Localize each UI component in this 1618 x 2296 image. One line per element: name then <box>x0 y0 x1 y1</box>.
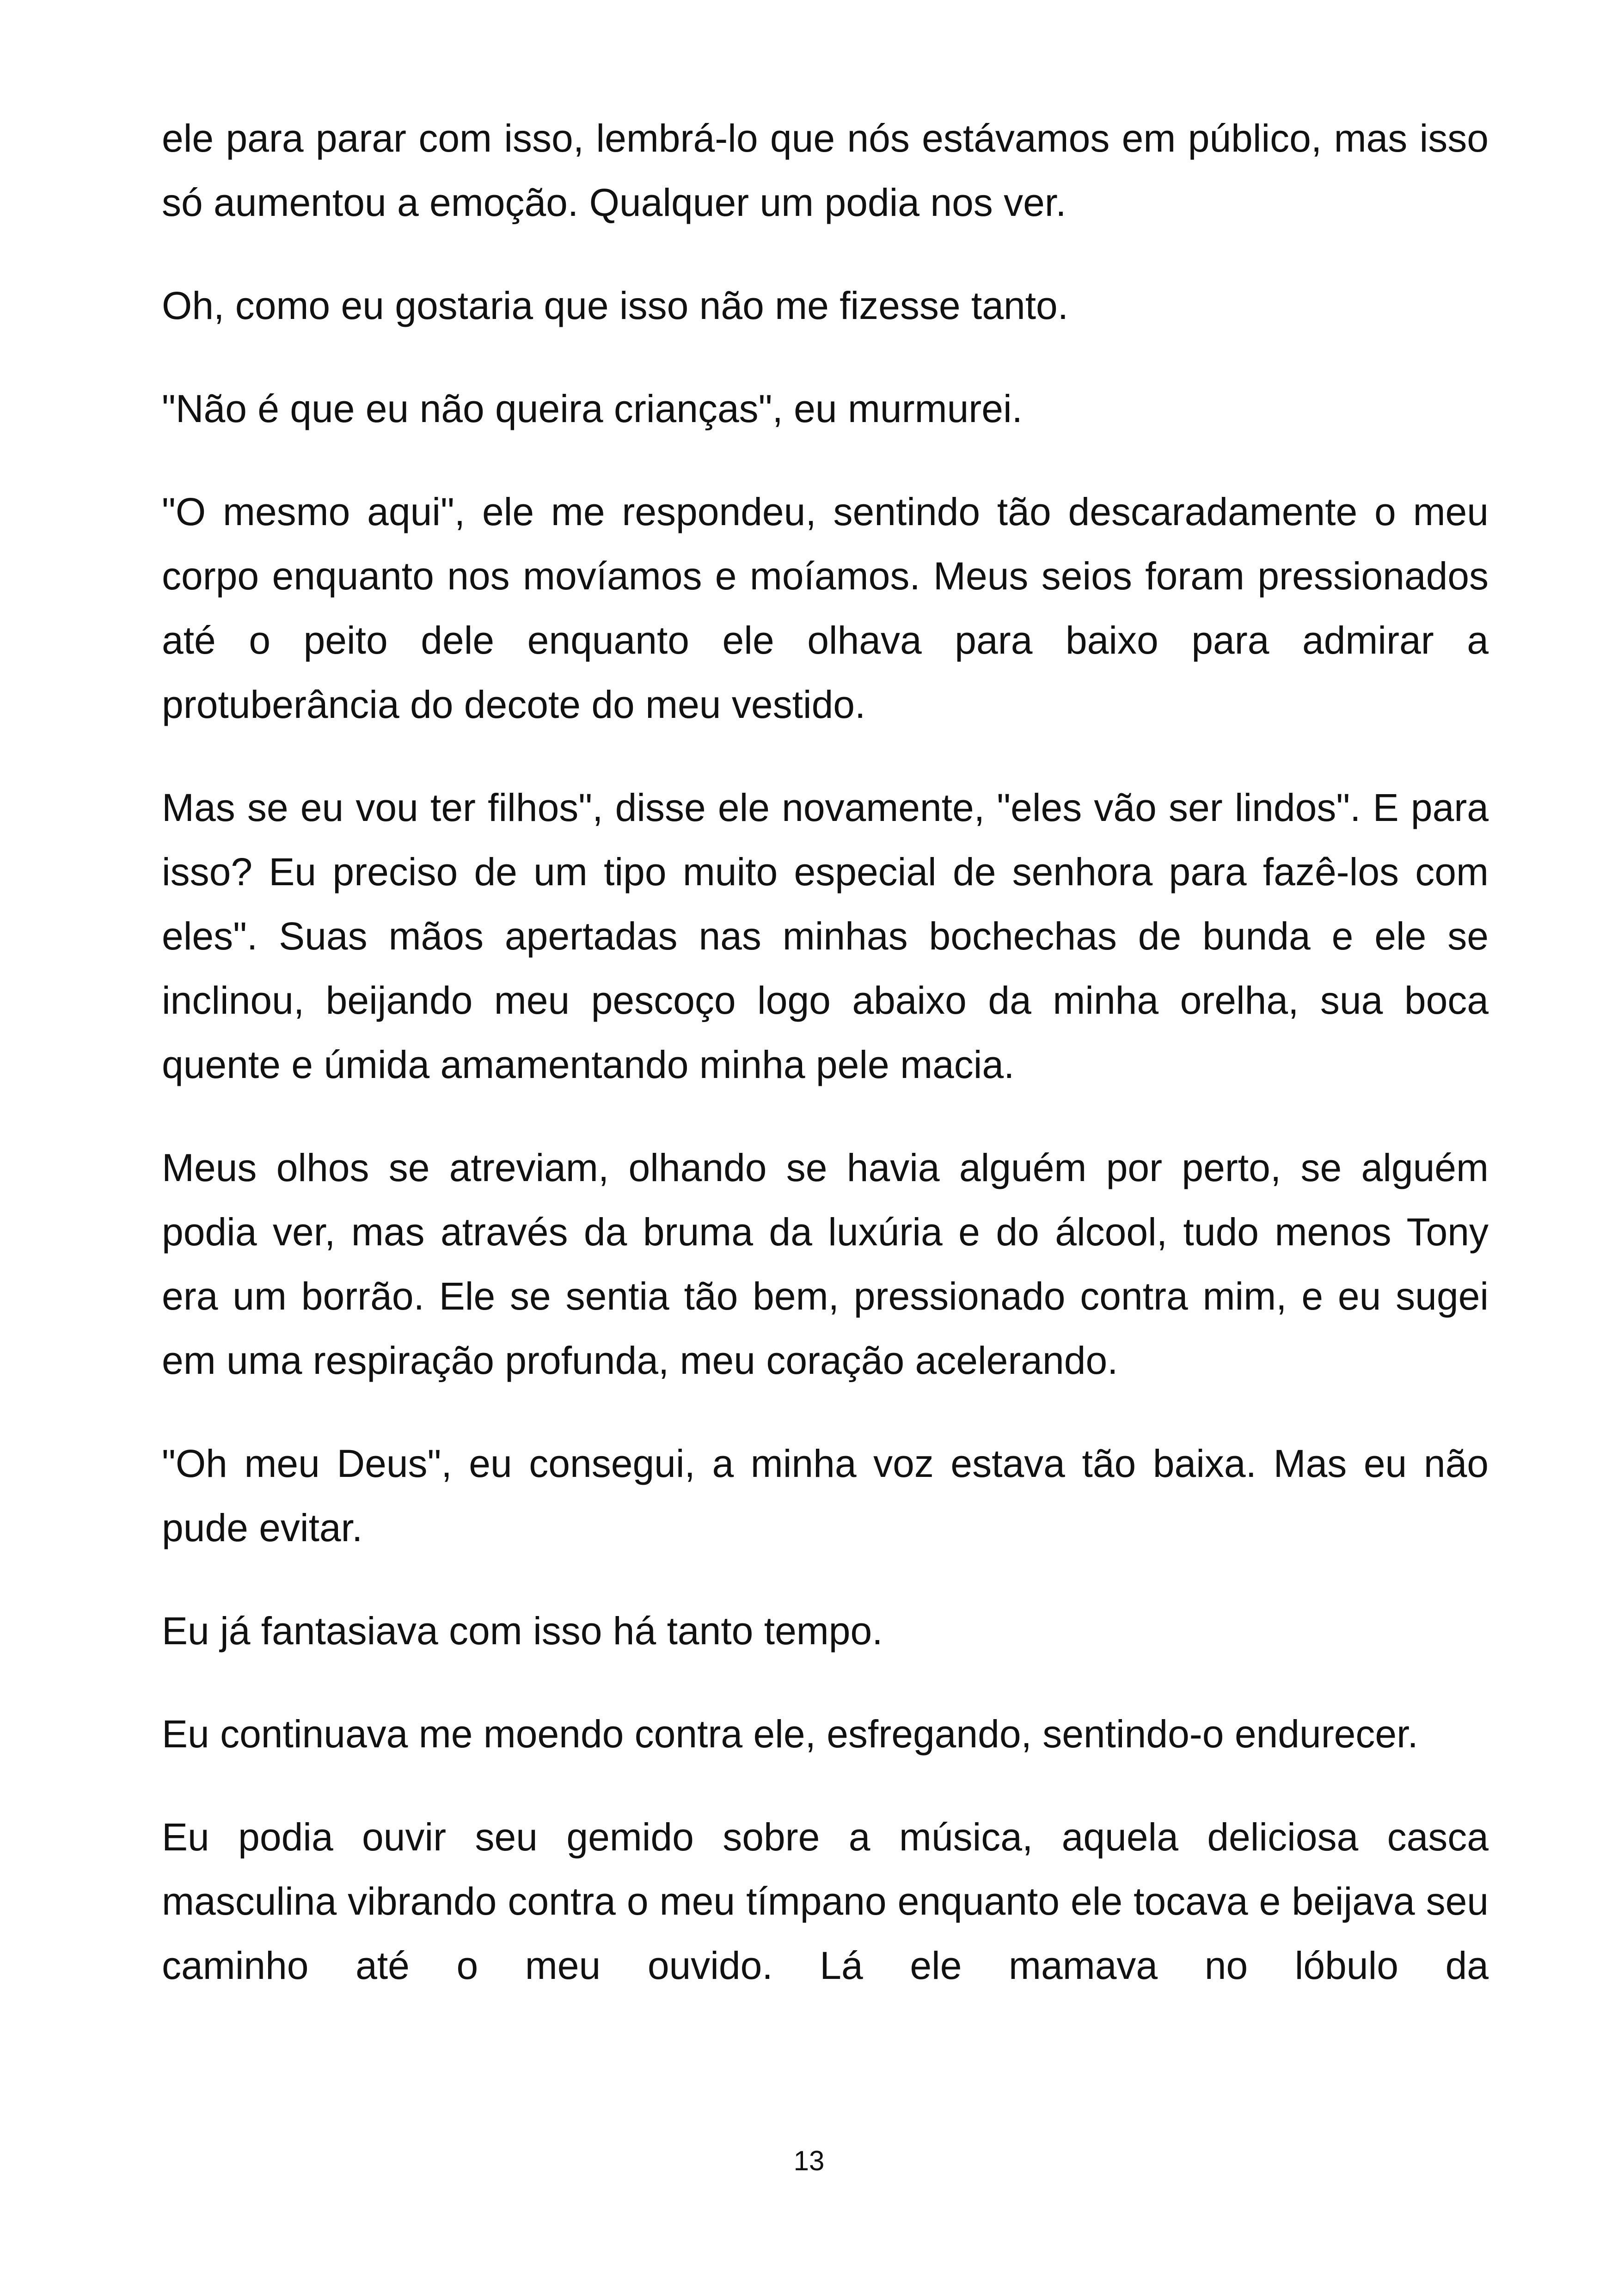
paragraph-7: "Oh meu Deus", eu consegui, a minha voz estava tão baixa. Mas eu não pude evitar. <box>162 1442 1489 1549</box>
paragraph-10: Eu podia ouvir seu gemido sobre a música, aquela deliciosa casca masculina vibrando contra o meu tímpano enquanto ele tocava e beijava seu caminho até o meu ouvido. Lá ele mamava no lóbulo da <box>162 1815 1489 1987</box>
paragraph-6: Meus olhos se atreviam, olhando se havia alguém por perto, se alguém podia ver, mas através da bruma da luxúria e do álcool, tudo menos Tony era um borrão. Ele se sentia tão bem, pressionado contra mim, e eu sugei em uma respiração profunda, meu coração acelerando. <box>162 1146 1489 1382</box>
paragraph-3: "Não é que eu não queira crianças", eu murmurei. <box>162 387 1023 430</box>
paragraph-9: Eu continuava me moendo contra ele, esfregando, sentindo-o endurecer. <box>162 1712 1418 1756</box>
paragraph-1: ele para parar com isso, lembrá-lo que nós estávamos em público, mas isso só aumentou a emoção. Qualquer um podia nos ver. <box>162 116 1489 224</box>
paragraph-8: Eu já fantasiava com isso há tanto tempo. <box>162 1609 883 1653</box>
paragraph-4: "O mesmo aqui", ele me respondeu, sentindo tão descaradamente o meu corpo enquanto nos movíamos e moíamos. Meus seios foram pressionados até o peito dele enquanto ele olhava para baixo para admirar a protuberância do decote do meu vestido. <box>162 490 1489 726</box>
page-number: 13 <box>793 2145 825 2176</box>
paragraph-2: Oh, como eu gostaria que isso não me fizesse tanto. <box>162 284 1069 327</box>
body-text <box>162 106 1489 2037</box>
paragraph-5: Mas se eu vou ter filhos", disse ele novamente, "eles vão ser lindos". E para isso? Eu preciso de um tipo muito especial de senhora para fazê-los com eles". Suas mãos apertadas nas minhas bochechas de bunda e ele se inclinou, beijando meu pescoço logo abaixo da minha orelha, sua boca quente e úmida amamentando minha pele macia. <box>162 786 1489 1086</box>
